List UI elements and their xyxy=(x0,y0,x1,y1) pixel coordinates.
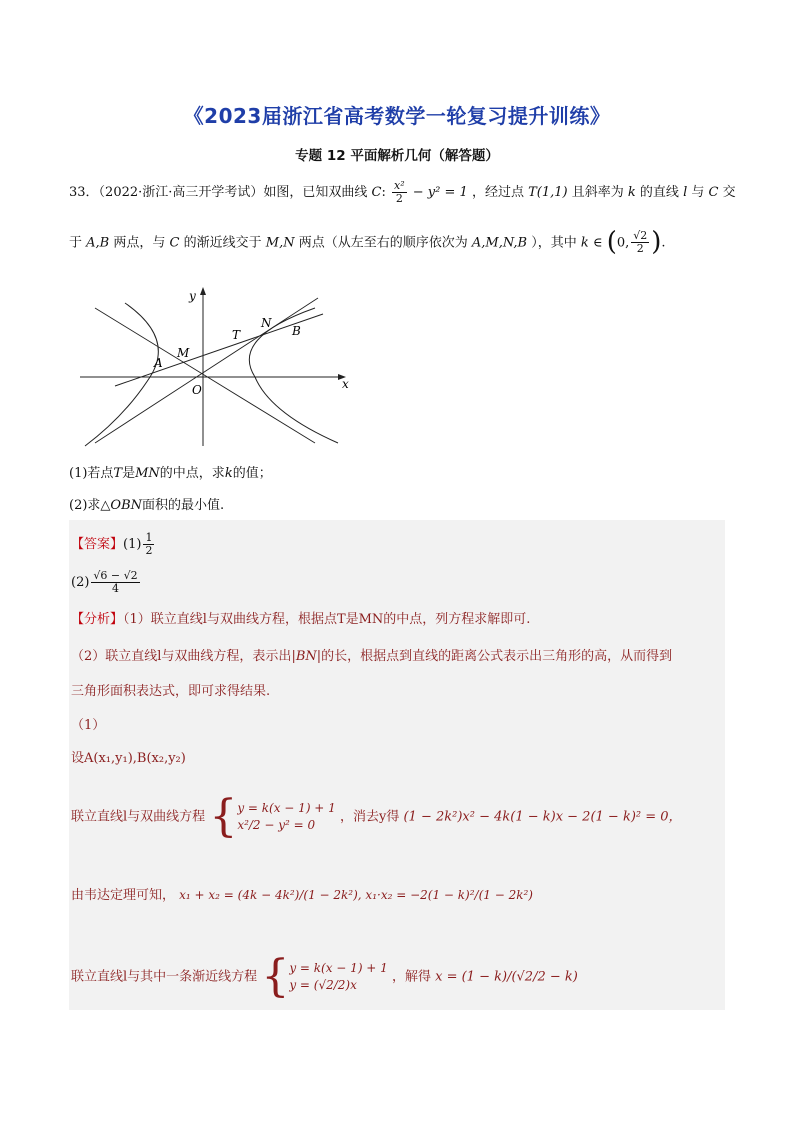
section-subtitle: 专题 12 平面解析几何（解答题） xyxy=(295,148,499,164)
analysis-tag: 【分析】 xyxy=(71,612,124,627)
asymptote-2 xyxy=(95,298,318,443)
question-1: (1)若点T是MN的中点，求k的值； xyxy=(69,466,272,481)
vieta-line: 由韦达定理可知， x₁ + x₂ = (4k − 4k²)/(1 − 2k²), x₁·x₂ = −2(1 − k)²/(1 − 2k²) xyxy=(71,888,533,903)
problem-line-1: 33．（2022·浙江·高三开学考试）如图，已知双曲线 C: $\frac{\text{x²}}{2}$ − y² = 1 ，经过点 T(1,1) 且斜率为 k 的直线 l 与 C 交 xyxy=(69,179,736,206)
label-y: y xyxy=(189,289,196,303)
curve-label: C xyxy=(371,185,382,201)
hyperbola-figure xyxy=(80,283,355,448)
y-axis-arrow xyxy=(200,287,206,295)
question-2: (2)求△OBN面积的最小值. xyxy=(69,498,225,513)
label-x: x xyxy=(342,377,349,391)
set-coordinates: 设A(x₁,y₁),B(x₂,y₂) xyxy=(71,751,186,766)
point-T: T(1,1) xyxy=(528,185,568,201)
analysis-1: 【分析】（1）联立直线l与双曲线方程，根据点T是MN的中点，列方程求解即可. xyxy=(71,612,531,627)
label-A: A xyxy=(154,356,163,370)
analysis-3: 三角形面积表达式，即可求得结果. xyxy=(71,684,271,699)
curve-fraction: $\frac{\text{x²}}{2}$ xyxy=(394,179,405,206)
joint-equation-2: 联立直线l与其中一条渐近线方程 {y = k(x − 1) + 1 y = (√2/2)x ，解得 x = (1 − k)/(√2/2 − k) xyxy=(71,951,578,1002)
answer-tag: 【答案】 xyxy=(71,537,124,553)
answer-2: (2) $\frac{√6 - √2}{4}$ xyxy=(71,569,138,596)
answer-1: 【答案】(1) $\frac{1}{2}$ xyxy=(71,531,153,558)
label-O: O xyxy=(192,383,202,397)
label-T: T xyxy=(232,328,241,342)
joint-equation-1: 联立直线l与双曲线方程 {y = k(x − 1) + 1 x²/2 − y² = 0 ，消去y得 (1 − 2k²)x² − 4k(1 − k)x − 2(1 − k)² = 0， xyxy=(71,791,682,842)
document-title: 《2023届浙江省高考数学一轮复习提升训练》 xyxy=(183,104,611,128)
problem-line-2: 于 A,B 两点，与 C 的渐近线交于 M,N 两点（从左至右的顺序依次为 A,M,N,B ），其中 k ∈ (0, $\frac{√2}{2}$ ). xyxy=(69,227,666,257)
analysis-2: （2）联立直线l与双曲线方程，表示出|BN|的长，根据点到直线的距离公式表示出三角形的高，从而得到 xyxy=(71,649,673,664)
label-M: M xyxy=(177,346,190,360)
problem-intro: 33．（2022·浙江·高三开学考试）如图，已知双曲线 xyxy=(69,185,368,201)
label-N: N xyxy=(261,316,272,330)
part-1-heading: （1） xyxy=(71,718,106,733)
label-B: B xyxy=(292,324,301,338)
